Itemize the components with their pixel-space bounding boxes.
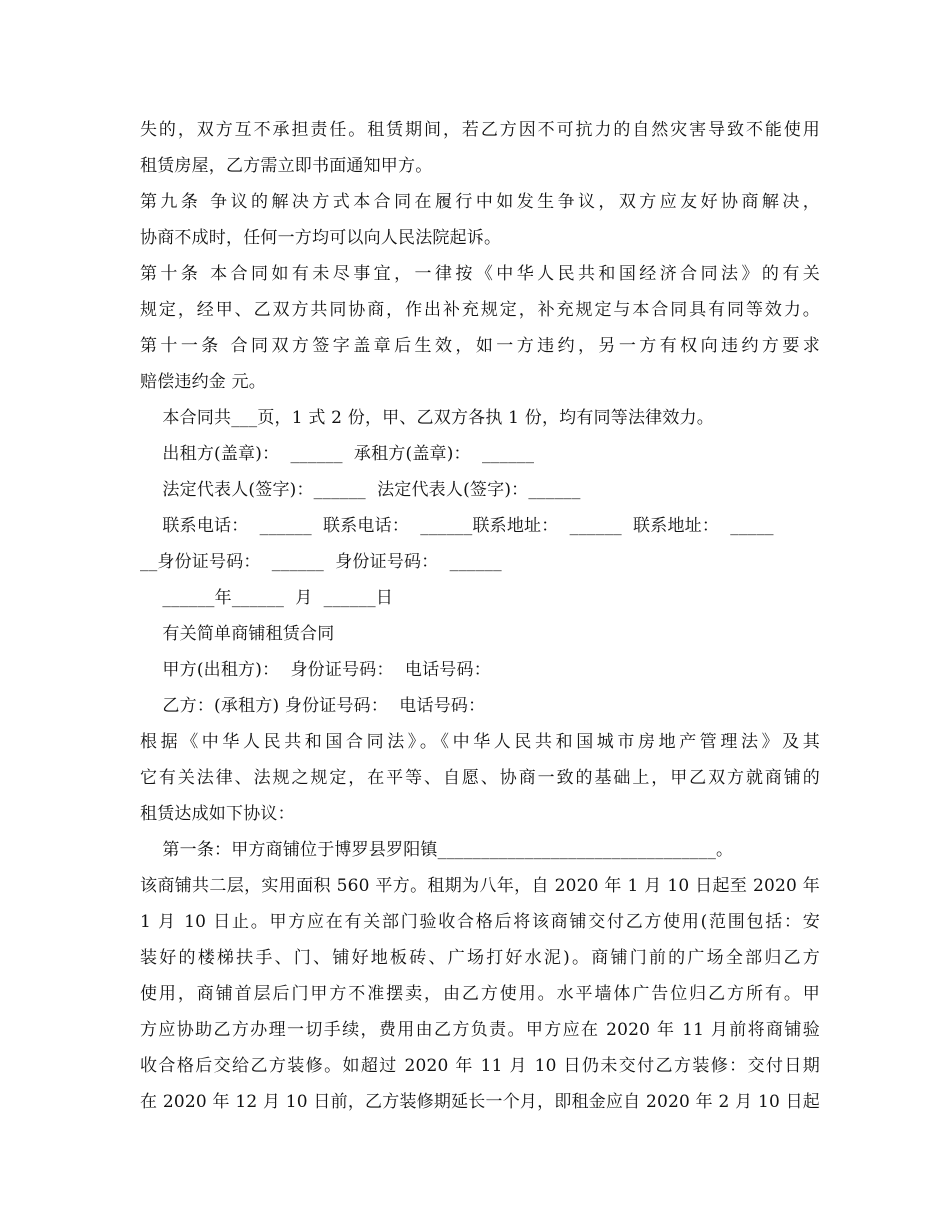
text-line: 本合同共___页，1 式 2 份，甲、乙双方各执 1 份，均有同等法律效力。 [140, 408, 714, 428]
text-line: 失的，双方互不承担责任。租赁期间，若乙方因不可抗力的自然灾害导致不能使用 [140, 120, 820, 140]
text-line: 赔偿违约金 元。 [140, 372, 267, 392]
text-line: 装好的楼梯扶手、门、铺好地板砖、广场打好水泥)。商铺门前的广场全部归乙方 [140, 948, 820, 968]
signature-line: 出租方(盖章)： ______ 承租方(盖章)： ______ [140, 444, 535, 464]
text-line: 租赁达成如下协议： [140, 804, 295, 824]
text-line: 1 月 10 日止。甲方应在有关部门验收合格后将该商铺交付乙方使用(范围包括：安 [140, 912, 820, 932]
text-line: 方应协助乙方办理一切手续，费用由乙方负责。甲方应在 2020 年 11 月前将商铺验 [140, 1020, 820, 1040]
text-line: 第九条 争议的解决方式本合同在履行中如发生争议，双方应友好协商解决， [140, 192, 820, 212]
contact-line: __身份证号码： ______ 身份证号码： ______ [140, 552, 502, 572]
text-line: 它有关法律、法规之规定，在平等、自愿、协商一致的基础上，甲乙双方就商铺的 [140, 768, 820, 788]
text-line: 第十条 本合同如有未尽事宜，一律按《中华人民共和国经济合同法》的有关 [140, 264, 820, 284]
text-line: 租赁房屋，乙方需立即书面通知甲方。 [140, 156, 433, 176]
text-line: 协商不成时，任何一方均可以向人民法院起诉。 [140, 228, 502, 248]
section-title: 有关简单商铺租赁合同 [140, 624, 335, 644]
party-line: 甲方(出租方)： 身份证号码： 电话号码： [140, 660, 491, 680]
text-line: 规定，经甲、乙双方共同协商，作出补充规定，补充规定与本合同具有同等效力。 [140, 300, 820, 320]
text-line: 第一条：甲方商铺位于博罗县罗阳镇________________________________。 [140, 840, 734, 860]
text-line: 该商铺共二层，实用面积 560 平方。租期为八年，自 2020 年 1 月 10 日起至 2020 年 [140, 876, 820, 896]
text-line: 第十一条 合同双方签字盖章后生效，如一方违约，另一方有权向违约方要求 [140, 336, 820, 356]
text-line: 使用，商铺首层后门甲方不准摆卖，由乙方使用。水平墙体广告位归乙方所有。甲 [140, 984, 820, 1004]
text-line: 根据《中华人民共和国合同法》。《中华人民共和国城市房地产管理法》及其 [140, 732, 820, 752]
contact-line: 联系电话： ______ 联系电话： ______联系地址： ______ 联系地址： _____ [140, 516, 774, 536]
party-line: 乙方：(承租方) 身份证号码： 电话号码： [140, 696, 486, 716]
signature-line: 法定代表人(签字)：______ 法定代表人(签字)：______ [140, 480, 581, 500]
text-line: 在 2020 年 12 月 10 日前，乙方装修期延长一个月，即租金应自 2020 年 2 月 10 日起 [140, 1092, 820, 1112]
text-line: 收合格后交给乙方装修。如超过 2020 年 11 月 10 日仍未交付乙方装修：交付日期 [140, 1056, 820, 1076]
date-line: ______年______ 月 ______日 [140, 588, 394, 608]
